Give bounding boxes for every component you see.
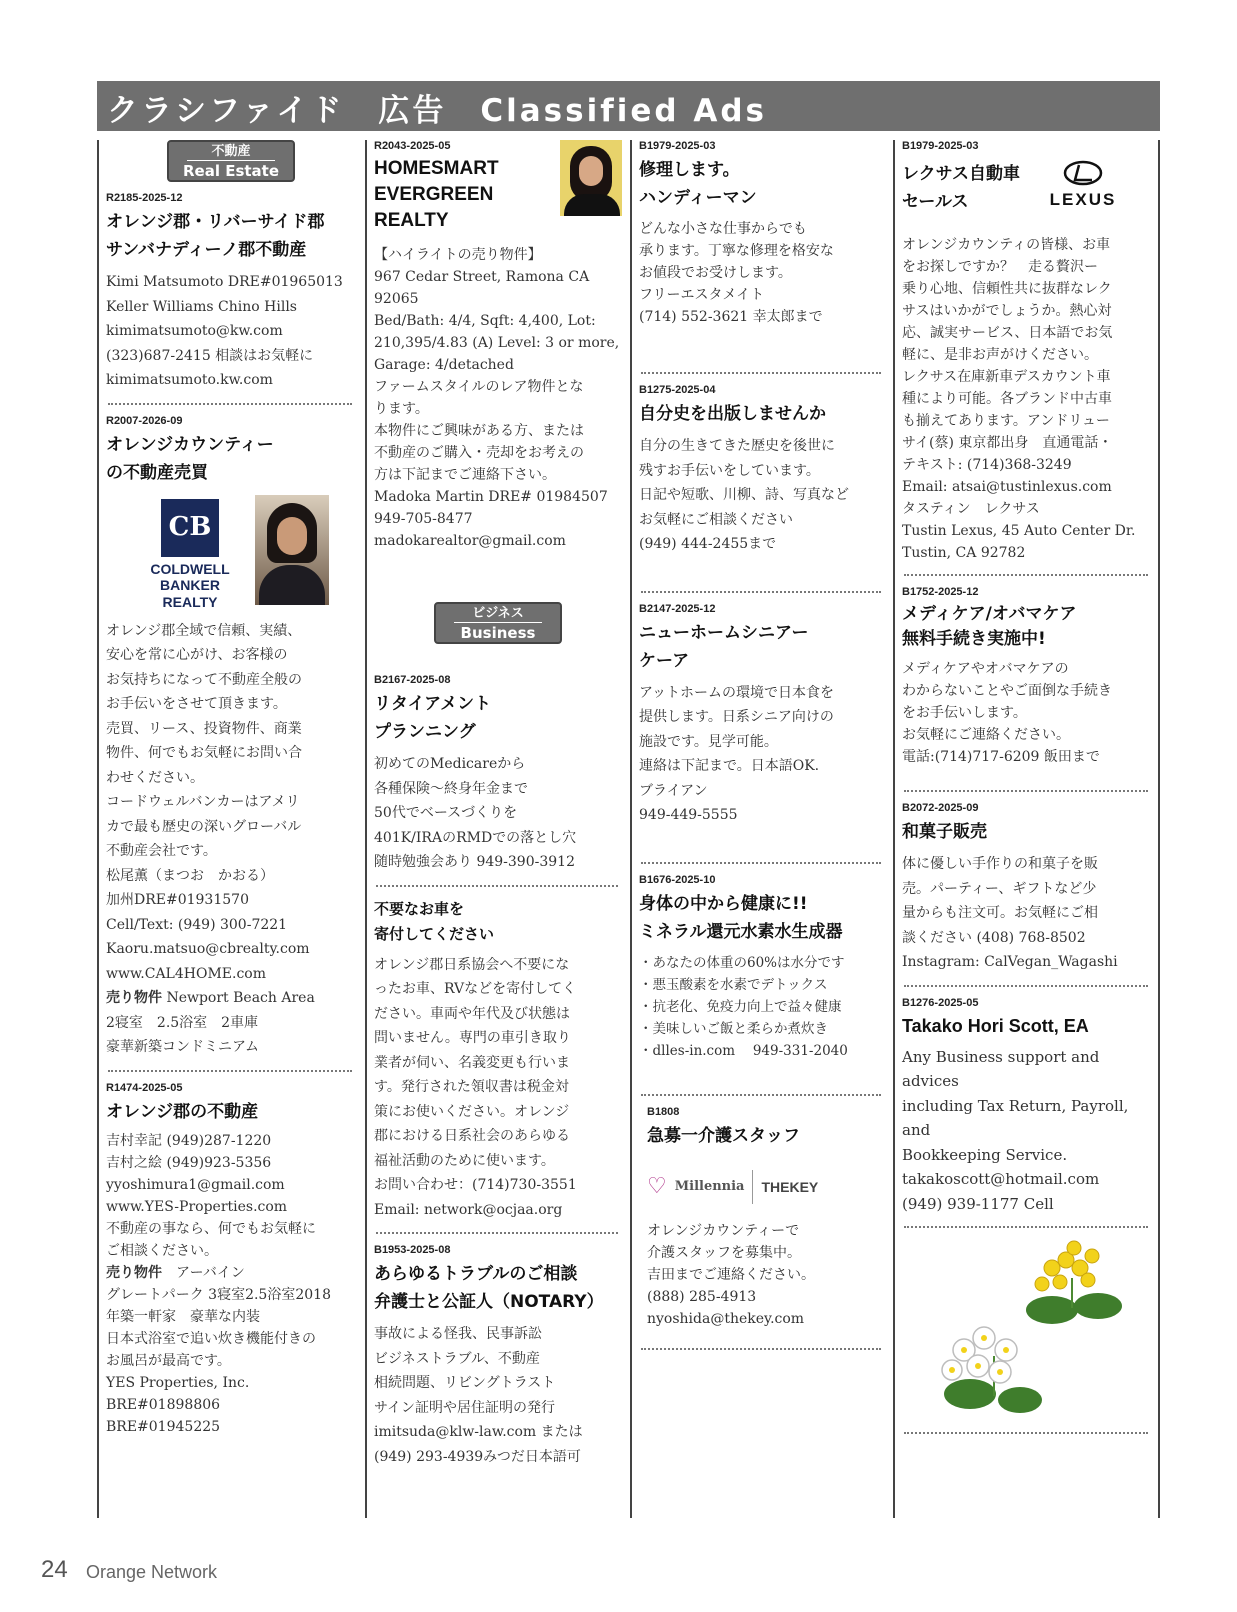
column-4 — [902, 140, 1152, 1518]
column-3 — [639, 140, 885, 1518]
divider — [904, 1432, 1148, 1434]
column-2 — [374, 140, 622, 1518]
label: 売り物件 — [106, 990, 162, 1006]
ad-code: B1979-2025-03 — [902, 140, 979, 152]
ad-listing — [902, 802, 1152, 975]
agent-photo — [255, 495, 329, 605]
logo-line: COLDWELL — [150, 560, 230, 577]
badge-en: Business — [460, 624, 536, 642]
logo-mark: CB — [168, 511, 212, 542]
divider — [641, 1094, 881, 1096]
ad-code: B1979-2025-03 — [639, 140, 716, 152]
section-banner — [97, 81, 1160, 131]
ad-code: B1275-2025-04 — [639, 384, 716, 396]
logo-line: REALTY — [162, 593, 218, 610]
ad-listing — [374, 674, 622, 875]
ad-listing — [106, 415, 356, 1060]
ad-title: 自分史を出版しませんか — [639, 404, 826, 424]
ad-body: ・あなたの体重の60%は水分です ・悪玉酸素を水素でデトックス ・抗老化、免疫力向上で益々健康 ・美味しいご飯と柔らか煮炊き ・dlles-in.com 949-331-2040 — [639, 954, 848, 1059]
ad-body: Newport Beach Area 2寝室 2.5浴室 2車庫 豪華新築コンドミニアム — [106, 990, 315, 1055]
agent-photo — [560, 140, 622, 216]
ad-code: B1752-2025-12 — [902, 586, 979, 598]
ad-body: オレンジ郡日系協会へ不要にな ったお車、RVなどを寄付してく ださい。車両や年代及び状態は 問いません。専門の車引き取り 業者が伺い、名義変更も行いま す。発行された領収書は税金対 策にお使いください。オレンジ 郡における日系社会のあらゆる 福祉活動のために使います。 お問い合わせ：(714)730-3551 Email: network@ocjaa.org — [374, 956, 577, 1218]
banner-title: クラシファイド 広告 Classified Ads — [107, 93, 767, 129]
ad-listing — [639, 603, 885, 828]
divider — [108, 1070, 352, 1072]
lexus-emblem-icon — [1063, 160, 1103, 186]
flower-illustration — [902, 1238, 1142, 1428]
divider — [641, 591, 881, 593]
ad-title: オレンジ郡の不動産 — [106, 1101, 259, 1122]
thekey-logo: THEKEY — [761, 1178, 819, 1195]
lexus-wordmark: LEXUS — [1049, 190, 1117, 209]
ad-code: B2167-2025-08 — [374, 674, 451, 686]
ad-title: オレンジカウンティー の不動産売買 — [106, 434, 274, 483]
divider — [376, 1232, 618, 1234]
ad-title: 修理します。 ハンディーマン — [639, 160, 757, 208]
divider — [376, 885, 618, 887]
ad-body: 初めてのMedicareから 各種保険～終身年金まで 50代でベースづくりを 401K/IRAのRMDでの落とし穴 随時勉強会あり 949-390-3912 — [374, 756, 577, 870]
ad-title: ニューホームシニアー ケーア — [639, 622, 809, 671]
page-number: 24 — [41, 1556, 68, 1583]
ad-body: オレンジカウンティの皆様、お車 をお探しですか？ 走る贅沢ー 乗り心地、信頼性共に抜群なレク サスはいかがでしょうか。熱心対 応、誠実サービス、日本語でお気 軽に、是非お声がけください。 レクサス在庫新車デスカウント車 種により可能。各ブランド中古車 も揃えてあります。アンドリュー サイ(蔡) 東京都出身 直通電話・ テキスト: (714)368-3249 Email: atsai@tustinlexus.com タスティン レクサス Tustin Lexus, 45 Auto Center Dr. Tustin, CA 92782 — [902, 237, 1136, 561]
ad-listing — [374, 1244, 622, 1469]
ad-code: B2072-2025-09 — [902, 802, 979, 814]
contact: 吉村之絵 (949)923-5356 — [106, 1154, 272, 1171]
badge-jp: 不動産 — [187, 144, 275, 161]
column-rule — [630, 140, 632, 1518]
ad-listing — [902, 140, 1152, 564]
ad-body: 体に優しい手作りの和菓子を販 売。パーティー、ギフトなど少 量からも注文可。お気軽にご相 談ください (408) 768-8502 Instagram: CalVegan_Wagashi — [902, 856, 1118, 970]
divider — [904, 790, 1148, 792]
column-rule — [1158, 140, 1160, 1518]
column-rule — [97, 140, 99, 1518]
ad-code: B1276-2025-05 — [902, 996, 979, 1009]
ad-listing — [639, 1106, 885, 1330]
ad-title: オレンジ郡・リバーサイド郡 サンバナディーノ郡不動産 — [106, 212, 325, 260]
ad-listing — [374, 897, 622, 1223]
divider — [108, 403, 352, 405]
ad-body: Kimi Matsumoto DRE#01965013 Keller Williams Chino Hills kimimatsumoto@kw.com (323)687-2415 相談はお気軽に kimimatsumoto.kw.com — [106, 274, 343, 388]
heart-icon: ♡ — [647, 1174, 667, 1199]
contact: 吉村幸記 (949)287-1220 — [106, 1132, 272, 1149]
ad-code: B1676-2025-10 — [639, 873, 716, 886]
ad-body: 事故による怪我、民事訴訟 ビジネストラブル、不動産 相続問題、リビングトラスト サイン証明や居住証明の発行 imitsuda@klw-law.com または (949) 293-4939みつだ日本語可 — [374, 1326, 583, 1465]
business-badge — [434, 602, 562, 644]
ad-code: R2007-2026-09 — [106, 414, 183, 427]
divider — [904, 1226, 1148, 1228]
ad-body-extra — [106, 986, 356, 1060]
ad-body: オレンジカウンティーで 介護スタッフを募集中。 吉田までご連絡ください。 (888) 285-4913 nyoshida@thekey.com — [647, 1222, 815, 1327]
ad-listing — [902, 997, 1152, 1217]
ad-body: どんな小さな仕事からでも 承ります。丁寧な修理を格安な お値段でお受けします。 フリーエスタメイト (714) 552-3621 幸太郎まで — [639, 221, 834, 325]
ad-title: HOMESMART EVERGREEN REALTY — [374, 158, 499, 231]
ad-code: R2043-2025-05 — [374, 140, 451, 152]
ad-title: 不要なお車を 寄付してください — [374, 899, 495, 943]
divider — [904, 574, 1148, 576]
ad-code: B2147-2025-12 — [639, 602, 716, 615]
ad-body: 自分の生きてきた歴史を後世に 残すお手伝いをしています。 日記や短歌、川柳、詩、写真など お気軽にご相談ください (949) 444-2455まで — [639, 438, 849, 552]
divider — [904, 985, 1148, 987]
ad-title: 和菓子販売 — [902, 822, 987, 842]
ad-body-extra — [106, 1262, 356, 1438]
logo-line: BANKER — [160, 576, 220, 593]
ad-title: 身体の中から健康に!! ミネラル還元水素水生成器 — [639, 893, 843, 942]
ad-body: メディケアやオバマケアの わからないことやご面倒な手続き をお手伝いします。 お気軽にご連絡ください。 電話:(714)717-6209 飯田まで — [902, 661, 1112, 765]
publication-name: Orange Network — [86, 1562, 218, 1582]
real-estate-badge — [167, 140, 295, 182]
ad-body: アーバイン グレートパーク 3寝室2.5浴室2018 年築一軒家 豪華な内装 日本式浴室で追い炊き機能付きの お風呂が最高です。 YES Properties, Inc. BRE#01898806 BRE#01945225 — [106, 1264, 331, 1435]
ad-body: オレンジ郡全域で信頼、実績、 安心を常に心がけ、お客様の お気持ちになって不動産全般の お手伝いをさせて頂きます。 売買、リース、投資物件、商業 物件、何でもお気軽にお問い合 わせください。 コードウェルバンカーはアメリ カで最も歴史の深いグローバル 不動産会社です。 松尾薫（まつお かおる） 加州DRE#01931570 Cell/Text: (949) 300-7221 Kaoru.matsuo@cbrealty.com www.CAL4HOME.com — [106, 622, 310, 982]
ad-body: アットホームの環境で日本食を 提供します。日系シニア向けの 施設です。見学可能。 連絡は下記まで。日本語OK. ブライアン 949-449-5555 — [639, 684, 835, 823]
ad-title: リタイアメント プランニング — [374, 694, 492, 742]
ad-listing — [639, 384, 885, 557]
badge-en: Real Estate — [182, 162, 280, 180]
ad-listing — [106, 192, 356, 393]
coldwell-banker-logo — [130, 495, 250, 615]
ad-title: Takako Hori Scott, EA — [902, 1015, 1089, 1036]
ad-title: あらゆるトラブルのご相談 弁護士と公証人（NOTARY） — [374, 1264, 604, 1312]
ad-body: 【ハイライトの売り物件】 967 Cedar Street, Ramona CA 92065 Bed/Bath: 4/4, Sqft: 4,400, Lot: 210,395/4.83 (A) Level: 3 or more, Garage: 4/detached ファームスタイルのレア物件とな ります。 本物件にご興味がある方、または 不動産のご購入・売却をお考えの 方は下記までご連絡下さい。 Madoka Martin DRE# 01984507 949-705-8477 madokarealtor@gmail.com — [374, 247, 620, 549]
ad-body: yyoshimura1@gmail.com www.YES-Properties.com 不動産の事なら、何でもお気軽に ご相談ください。 — [106, 1176, 316, 1259]
column-1 — [106, 140, 356, 1518]
lexus-logo — [1034, 160, 1132, 210]
ad-listing — [639, 140, 885, 328]
divider — [641, 862, 881, 864]
ad-listing — [639, 874, 885, 1062]
ad-listing — [902, 586, 1152, 768]
ad-code: R2185-2025-12 — [106, 192, 183, 204]
badge-jp: ビジネス — [454, 606, 542, 623]
ad-body: Any Business support and advices including Tax Return, Payroll, and Bookkeeping Service. takakoscott@hotmail.com (949) 939-1177 Cell — [902, 1047, 1129, 1213]
ad-logos — [647, 1164, 885, 1210]
millennia-logo: Millennia — [674, 1179, 745, 1194]
ad-code: B1808 — [647, 1105, 680, 1118]
divider — [641, 372, 881, 374]
ad-title: 急募一介護スタッフ — [647, 1125, 800, 1146]
ad-code: R1474-2025-05 — [106, 1081, 183, 1094]
ad-title: メディケア/オバマケア 無料手続き実施中! — [902, 604, 1077, 649]
column-rule — [893, 140, 895, 1518]
ad-title: レクサス自動車 セールス — [902, 164, 1020, 212]
label: 売り物件 — [106, 1264, 162, 1281]
column-rule — [365, 140, 367, 1518]
ad-code: B1953-2025-08 — [374, 1244, 451, 1256]
ad-images — [130, 495, 356, 613]
ad-listing — [106, 1082, 356, 1438]
ad-listing — [374, 140, 622, 552]
divider — [641, 1348, 881, 1350]
